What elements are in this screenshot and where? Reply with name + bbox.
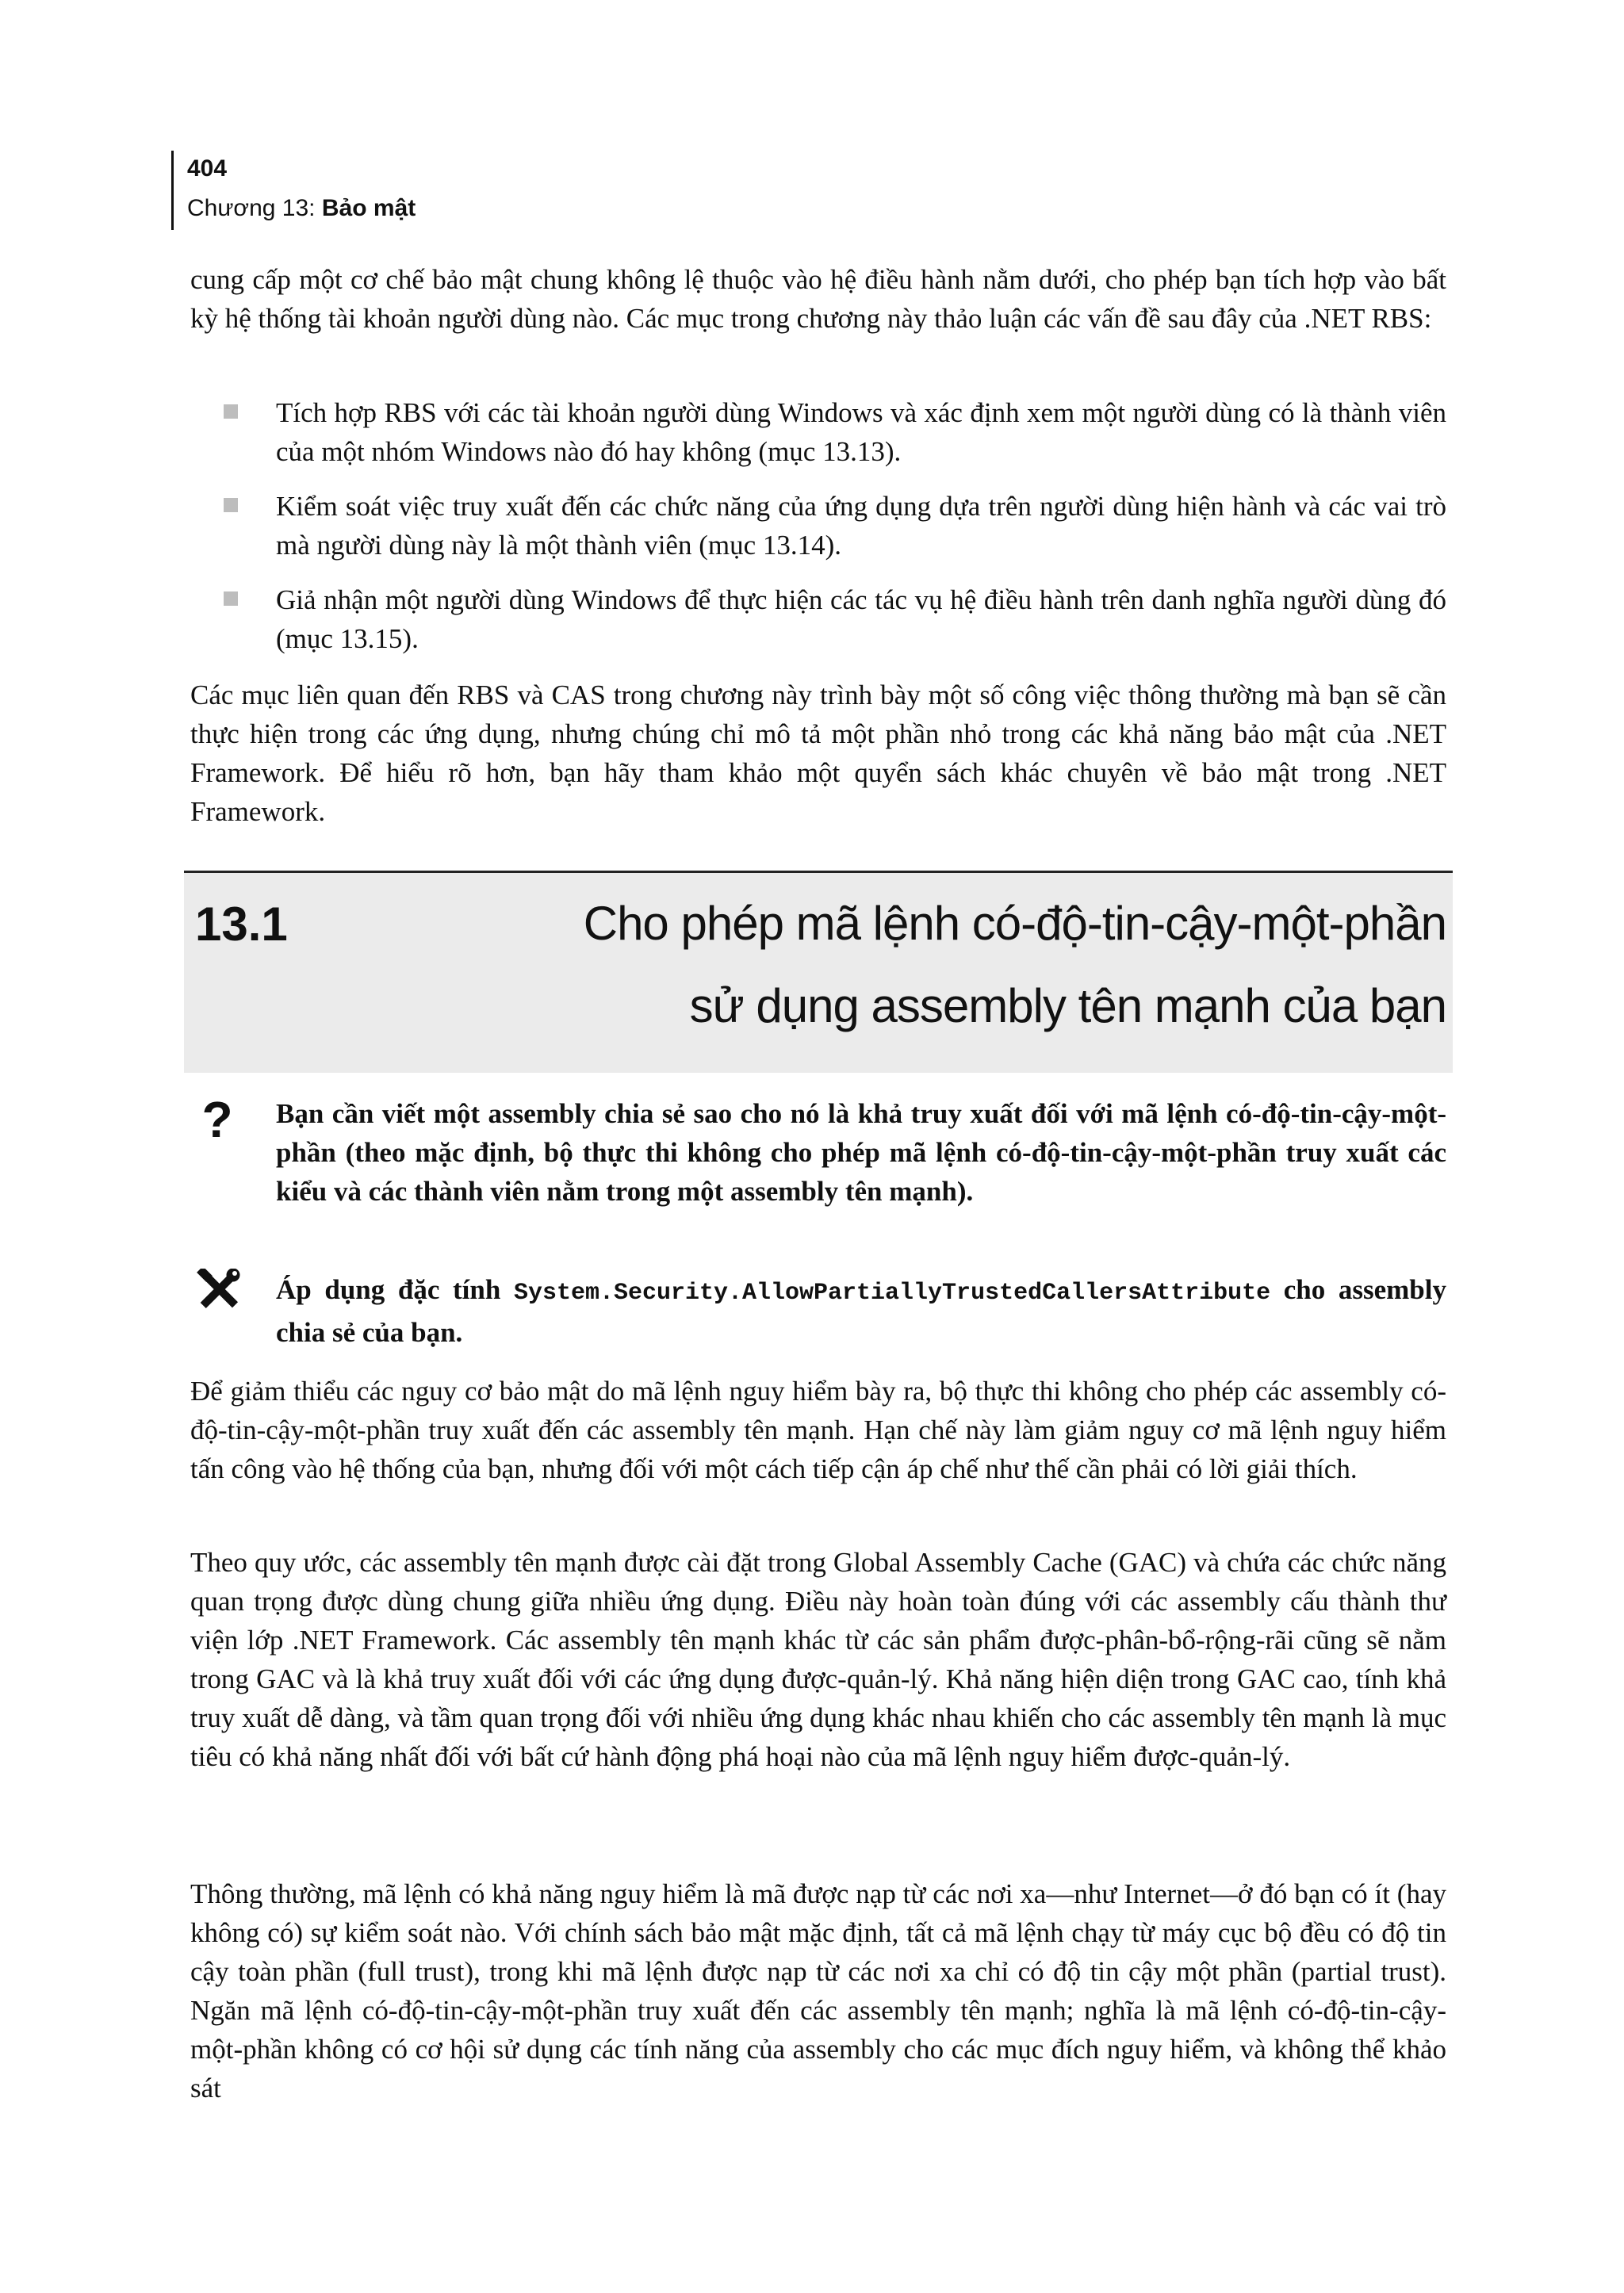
solution-statement (276, 1270, 1446, 1352)
header-rule (171, 151, 174, 230)
solution-prefix: Áp dụng đặc tính (276, 1274, 514, 1305)
body-paragraph: Theo quy ước, các assembly tên mạnh được cài đặt trong Global Assembly Cache (GAC) và chứa các chức năng quan trọng được dùng chung giữa nhiều ứng dụng. Điều này hoàn toàn đúng với các assembly cấu thành thư viện lớp .NET Framework. Các assembly tên mạnh khác từ các sản phẩm được-phân-bổ-rộng-rãi cũng sẽ nằm trong GAC và là khả truy xuất đối với các ứng dụng được-quản-lý. Khả năng hiện diện trong GAC cao, tính khả truy xuất dễ dàng, và tầm quan trọng đối với nhiều ứng dụng khác nhau khiến cho các assembly tên mạnh là mục tiêu có khả năng nhất đối với bất cứ hành động phá hoại nào của mã lệnh nguy hiểm được-quản-lý. (190, 1547, 1446, 1772)
attribute-code: System.Security.AllowPartiallyTrustedCallersAttribute (513, 1280, 1271, 1307)
section-title (476, 893, 1446, 1058)
section-title-line: Cho phép mã lệnh có-độ-tin-cậy-một-phần (583, 897, 1446, 950)
bullet-item: Kiểm soát việc truy xuất đến các chức năng của ứng dụng dựa trên người dùng hiện hành và các vai trò mà người dùng này là một thành viên (mục 13.14). (276, 491, 1446, 561)
body-paragraph: Thông thường, mã lệnh có khả năng nguy hiểm là mã được nạp từ các nơi xa—như Internet—ở đó bạn có ít (hay không có) sự kiểm soát nào. Với chính sách bảo mật mặc định, tất cả mã lệnh chạy từ máy cục bộ đều có độ tin cậy toàn phần (full trust), trong khi mã lệnh được nạp từ các nơi xa chỉ có độ tin cậy một phần (partial trust). Ngăn mã lệnh có-độ-tin-cậy-một-phần truy xuất đến các assembly tên mạnh; nghĩa là mã lệnh có-độ-tin-cậy-một-phần không có cơ hội sử dụng các tính năng của assembly cho các mục đích nguy hiểm, và không thể khảo sát (190, 1878, 1446, 2104)
bullet-item: Giả nhận một người dùng Windows để thực hiện các tác vụ hệ điều hành trên danh nghĩa người dùng đó (mục 13.15). (276, 584, 1446, 654)
tools-icon (197, 1269, 241, 1310)
section-title-line: sử dụng assembly tên mạnh của bạn (689, 979, 1446, 1032)
bullet-marker (224, 404, 238, 419)
section-number: 13.1 (195, 898, 288, 951)
bullet-marker (224, 498, 238, 512)
chapter-prefix: Chương 13: (187, 195, 322, 221)
bullet-marker (224, 591, 238, 606)
solution-suffix: cho assembly chia sẻ của bạn. (276, 1274, 1447, 1348)
body-paragraph: Để giảm thiểu các nguy cơ bảo mật do mã lệnh nguy hiểm bày ra, bộ thực thi không cho phép các assembly có-độ-tin-cậy-một-phần truy xuất đến các assembly tên mạnh. Hạn chế này làm giảm nguy cơ mã lệnh nguy hiểm tấn công vào hệ thống của bạn, nhưng đối với một cách tiếp cận áp chế như thế cần phải có lời giải thích. (190, 1376, 1446, 1484)
question-icon (200, 1093, 235, 1142)
page-number: 404 (187, 155, 228, 182)
problem-statement: Bạn cần viết một assembly chia sẻ sao cho nó là khả truy xuất đối với mã lệnh có-độ-tin-cậy-một-phần (theo mặc định, bộ thực thi không cho phép mã lệnh có-độ-tin-cậy-một-phần truy xuất các kiểu và các thành viên nằm trong một assembly tên mạnh). (276, 1098, 1446, 1207)
related-paragraph: Các mục liên quan đến RBS và CAS trong chương này trình bày một số công việc thông thường mà bạn sẽ cần thực hiện trong các ứng dụng, nhưng chúng chỉ mô tả một phần nhỏ trong các khả năng bảo mật của .NET Framework. Để hiểu rõ hơn, bạn hãy tham khảo một quyển sách khác chuyên về bảo mật trong .NET Framework. (190, 679, 1446, 827)
svg-text:?: ? (201, 1093, 233, 1142)
chapter-title: Bảo mật (321, 195, 416, 221)
intro-paragraph: cung cấp một cơ chế bảo mật chung không lệ thuộc vào hệ điều hành nằm dưới, cho phép bạn tích hợp vào bất kỳ hệ thống tài khoản người dùng nào. Các mục trong chương này thảo luận các vấn đề sau đây của .NET RBS: (190, 264, 1446, 334)
chapter-heading (187, 195, 416, 222)
bullet-item: Tích hợp RBS với các tài khoản người dùng Windows và xác định xem một người dùng có là thành viên của một nhóm Windows nào đó hay không (mục 13.13). (276, 397, 1446, 467)
